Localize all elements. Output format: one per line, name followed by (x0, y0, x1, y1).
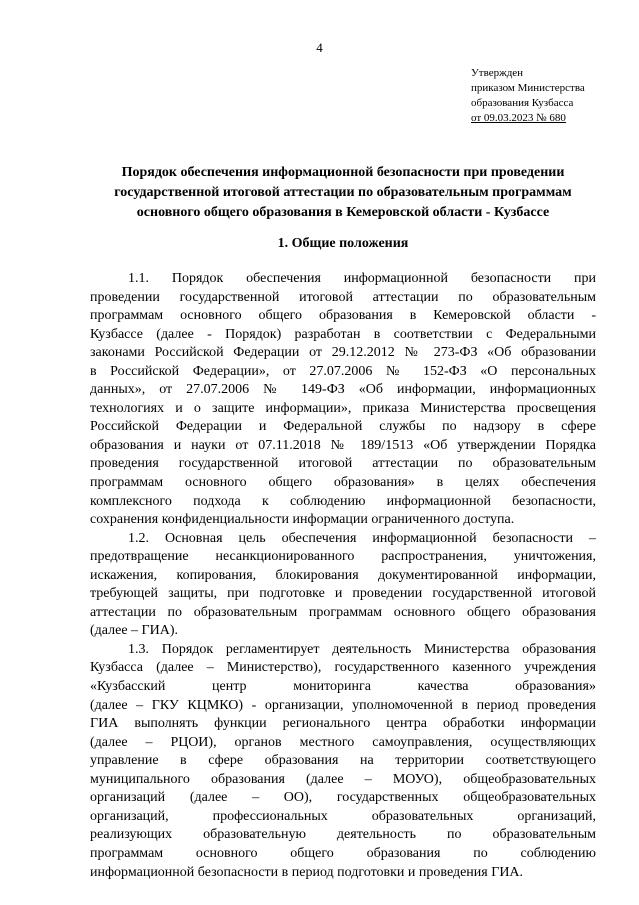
text-line: Кузбасса (далее – Министерство), государственного казенного учреждения (90, 660, 596, 676)
paragraph-1-1 (90, 270, 596, 530)
text-line: реализующих образовательную деятельность по образовательным (90, 827, 596, 843)
text-line: в Российской Федерации», от 27.07.2006 № 152-ФЗ «О персональных (90, 363, 596, 379)
text-line: искажения, копирования, блокирования документированной информации, (90, 567, 596, 583)
text-line: (далее – РЦОИ), органов местного самоуправления, осуществляющих (90, 734, 596, 750)
text-line: образования и науки от 07.11.2018 № 189/1513 «Об утверждении Порядка (90, 437, 596, 453)
text-line: проведения государственной итоговой аттестации по образовательным (90, 456, 596, 472)
text-line: законами Российской Федерации от 29.12.2012 № 273-ФЗ «Об образовании (90, 345, 596, 361)
text-line: управление в сфере образования на территории соответствующего (90, 753, 596, 769)
text-line: программам основного общего образования» в целях обеспечения (90, 475, 596, 491)
text-line: «Кузбасский центр мониторинга качества образования» (90, 679, 596, 695)
paragraph-1-3 (90, 641, 596, 882)
text-line: (далее – ГКУ КЦМКО) - организации, уполномоченной в период проведения (90, 697, 596, 713)
text-line: предотвращение несанкционированного распространения, уничтожения, (90, 549, 596, 565)
title-line: основного общего образования в Кемеровской области - Кузбассе (136, 205, 550, 220)
text-line: 1.2. Основная цель обеспечения информационной безопасности – (128, 530, 596, 546)
text-line: проведении государственной итоговой аттестации по образовательным (90, 289, 596, 305)
text-line: ГИА выполнять функции регионального центра обработки информации (90, 716, 596, 732)
text-line: Российской Федерации и Федеральной службы по надзору в сфере (90, 419, 596, 435)
text-line: программам основного общего образования в Кемеровской области - (90, 308, 596, 324)
document-body (90, 270, 596, 882)
title-line: государственной итоговой аттестации по образовательным программам (114, 185, 572, 200)
text-line: муниципального образования (далее – МОУО), общеобразовательных (90, 771, 596, 787)
section-heading: 1. Общие положения (277, 236, 409, 251)
approval-line: образования Кузбасса (471, 97, 574, 109)
text-line: (далее – ГИА). (90, 623, 179, 639)
title-line: Порядок обеспечения информационной безопасности при проведении (121, 165, 565, 180)
text-line: программам основного общего образования по соблюдению (90, 845, 596, 861)
approval-line: Утвержден (471, 67, 524, 79)
text-line: Кузбассе (далее - Порядок) разработан в соответствии с Федеральными (90, 326, 596, 342)
text-line: организаций, профессиональных образовательных организаций, (90, 808, 596, 824)
text-line: сохранения конфиденциальности информации ограниченного доступа. (90, 512, 515, 528)
approval-line: приказом Министерства (471, 82, 585, 94)
text-line: данных», от 27.07.2006 № 149-ФЗ «Об информации, информационных (90, 382, 596, 398)
approval-date: от 09.03.2023 № 680 (471, 112, 566, 124)
text-line: 1.1. Порядок обеспечения информационной безопасности при (128, 271, 596, 286)
text-line: аттестации по образовательным программам основного общего образования (90, 604, 596, 620)
text-line: организаций (далее – ОО), государственных общеобразовательных (90, 790, 596, 806)
approval-stamp (471, 66, 631, 126)
paragraph-1-2 (90, 530, 596, 641)
page-number: 4 (316, 40, 323, 55)
text-line: требующей защиты, при подготовке и проведении государственной итоговой (90, 586, 596, 602)
text-line: комплексного подхода к соблюдению информационной безопасности, (90, 493, 596, 509)
text-line: информационной безопасности в период подготовки и проведения ГИА. (90, 864, 524, 880)
document-title (90, 163, 596, 223)
text-line: технологиях и о защите информации», приказа Министерства просвещения (90, 400, 596, 416)
text-line: 1.3. Порядок регламентирует деятельность Министерства образования (128, 641, 596, 657)
